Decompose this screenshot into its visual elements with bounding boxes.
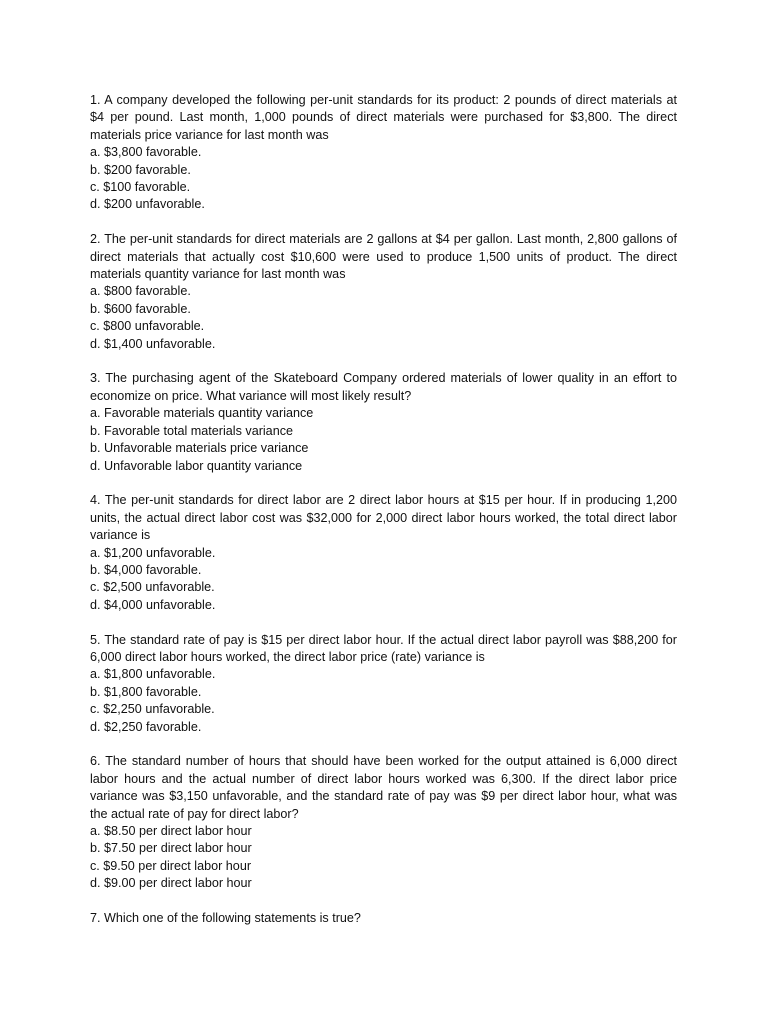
- question-stem: 7. Which one of the following statements is true?: [90, 911, 361, 925]
- answer-option: d. $1,400 unfavorable.: [90, 336, 216, 351]
- question-stem: 1. A company developed the following per-unit standards for its product: 2 pounds of direct materials at $4 per pound. Last month, 1,000 pounds of direct materials were purchased for $3,800. The direct materials price variance for last month was: [90, 93, 677, 142]
- question-4: [90, 492, 677, 614]
- question-stem: 3. The purchasing agent of the Skateboard Company ordered materials of lower quality in an effort to economize on price. What variance will most likely result?: [90, 371, 677, 403]
- answer-option: a. $3,800 favorable.: [90, 145, 202, 160]
- question-stem: 4. The per-unit standards for direct labor are 2 direct labor hours at $15 per hour. If in producing 1,200 units, the actual direct labor cost was $32,000 for 2,000 direct labor hours worked, the total direct labor variance is: [90, 493, 677, 543]
- question-6: [90, 753, 677, 892]
- answer-option: d. Unfavorable labor quantity variance: [90, 458, 303, 473]
- answer-options: [90, 405, 677, 475]
- answer-option: a. $1,200 unfavorable.: [90, 545, 216, 560]
- answer-option: c. $100 favorable.: [90, 180, 191, 195]
- question-7: [90, 910, 677, 927]
- answer-option: b. $7.50 per direct labor hour: [90, 841, 252, 856]
- answer-option: b. Favorable total materials variance: [90, 423, 293, 438]
- answer-option: d. $2,250 favorable.: [90, 719, 202, 734]
- answer-option: b. $600 favorable.: [90, 301, 191, 316]
- answer-options: [90, 144, 677, 214]
- answer-options: [90, 823, 677, 893]
- answer-option: b. $1,800 favorable.: [90, 684, 202, 699]
- question-stem: 5. The standard rate of pay is $15 per direct labor hour. If the actual direct labor payroll was $88,200 for 6,000 direct labor hours worked, the direct labor price (rate) variance is: [90, 632, 677, 664]
- answer-option: d. $200 unfavorable.: [90, 197, 205, 212]
- question-1: [90, 92, 677, 214]
- answer-option: a. $8.50 per direct labor hour: [90, 823, 252, 838]
- answer-options: [90, 666, 677, 736]
- question-3: [90, 370, 677, 474]
- answer-options: [90, 283, 677, 353]
- answer-option: b. $200 favorable.: [90, 162, 191, 177]
- question-5: [90, 632, 677, 736]
- question-stem: 6. The standard number of hours that should have been worked for the output attained is 6,000 direct labor hours and the actual number of direct labor hours worked was 6,300. If the direct labor price variance was $3,150 unfavorable, and the standard rate of pay was $9 per direct labor hour, what was the actual rate of pay for direct labor?: [90, 754, 677, 821]
- answer-option: c. $800 unfavorable.: [90, 319, 205, 334]
- answer-option: c. $2,500 unfavorable.: [90, 580, 215, 595]
- question-stem: 2. The per-unit standards for direct materials are 2 gallons at $4 per gallon. Last month, 2,800 gallons of direct materials that actually cost $10,600 were used to produce 1,500 units of product. The direct materials quantity variance for last month was: [90, 232, 677, 282]
- answer-option: a. Favorable materials quantity variance: [90, 406, 314, 421]
- answer-option: c. $9.50 per direct labor hour: [90, 858, 252, 873]
- answer-options: [90, 545, 677, 615]
- answer-option: c. $2,250 unfavorable.: [90, 702, 215, 717]
- question-2: [90, 231, 677, 353]
- document-page: [90, 92, 677, 945]
- answer-option: a. $800 favorable.: [90, 284, 191, 299]
- answer-option: b. Unfavorable materials price variance: [90, 441, 309, 456]
- answer-option: d. $4,000 unfavorable.: [90, 597, 216, 612]
- answer-option: a. $1,800 unfavorable.: [90, 667, 216, 682]
- answer-option: d. $9.00 per direct labor hour: [90, 876, 252, 891]
- answer-option: b. $4,000 favorable.: [90, 562, 202, 577]
